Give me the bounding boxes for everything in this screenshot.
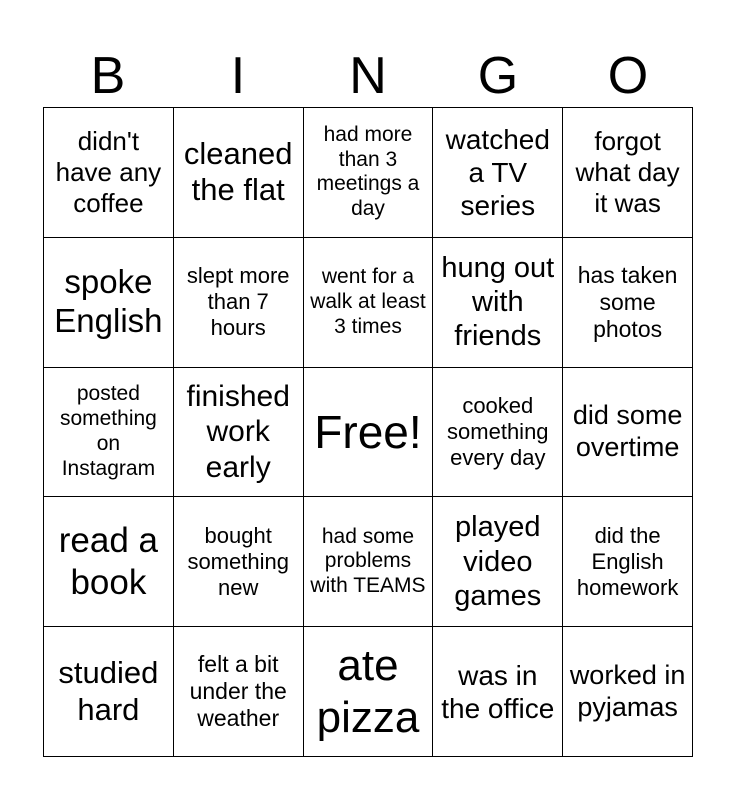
cell-text: finished work early [186,379,290,484]
cell-text: didn't have any coffee [55,126,162,218]
bingo-board [43,107,693,757]
cell-text: bought something new [187,522,289,600]
bingo-cell[interactable] [563,368,693,498]
cell-text: has taken some photos [577,261,678,342]
bingo-cell[interactable] [44,627,174,757]
cell-text: slept more than 7 hours [186,263,290,341]
bingo-cell[interactable] [174,238,304,368]
cell-text: studied hard [58,655,159,727]
bingo-cell[interactable] [174,497,304,627]
cell-text: did the English homework [576,522,679,600]
cell-text: cleaned the flat [183,135,293,208]
bingo-cell[interactable] [44,497,174,627]
cell-text: hung out with friends [441,251,555,353]
header-letter-i: I [230,47,246,105]
header-letter-n: N [349,47,387,105]
bingo-cell[interactable] [433,108,563,238]
bingo-cell[interactable] [44,368,174,498]
bingo-cell[interactable] [174,627,304,757]
header-letter-b: B [90,47,126,105]
bingo-cell[interactable] [563,238,693,368]
cell-text: did some overtime [572,400,683,462]
cell-text: had more than 3 meetings a day [316,122,420,221]
cell-text: ate pizza [316,640,420,742]
cell-text: had some problems with TEAMS [310,524,426,598]
bingo-cell[interactable] [304,238,434,368]
cell-text: watched a TV series [445,123,550,221]
bingo-cell[interactable] [433,238,563,368]
bingo-header [43,44,693,108]
cell-text: cooked something every day [447,393,549,470]
bingo-cell[interactable] [304,497,434,627]
bingo-cell[interactable] [304,368,434,498]
cell-text: posted something on Instagram [59,382,157,480]
cell-text: played video games [454,511,542,612]
bingo-cell[interactable] [563,627,693,757]
bingo-cell[interactable] [433,497,563,627]
header-letter-o: O [607,47,649,105]
bingo-cell[interactable] [44,108,174,238]
bingo-cell[interactable] [304,627,434,757]
cell-text: went for a walk at least 3 times [310,265,426,338]
cell-text: was in the office [441,659,555,724]
bingo-cell[interactable] [563,497,693,627]
cell-text: read a book [58,521,159,602]
cell-text: worked in pyjamas [569,659,686,722]
bingo-cell[interactable] [433,368,563,498]
cell-text: spoke English [54,263,163,340]
header-letter-g: G [477,47,519,105]
bingo-cell[interactable] [174,108,304,238]
cell-text: forgot what day it was [575,126,680,218]
bingo-cell[interactable] [304,108,434,238]
bingo-cell[interactable] [44,238,174,368]
bingo-cell[interactable] [563,108,693,238]
free-space: Free! [314,405,422,458]
bingo-cell[interactable] [174,368,304,498]
cell-text: felt a bit under the weather [189,650,287,732]
bingo-cell[interactable] [433,627,563,757]
